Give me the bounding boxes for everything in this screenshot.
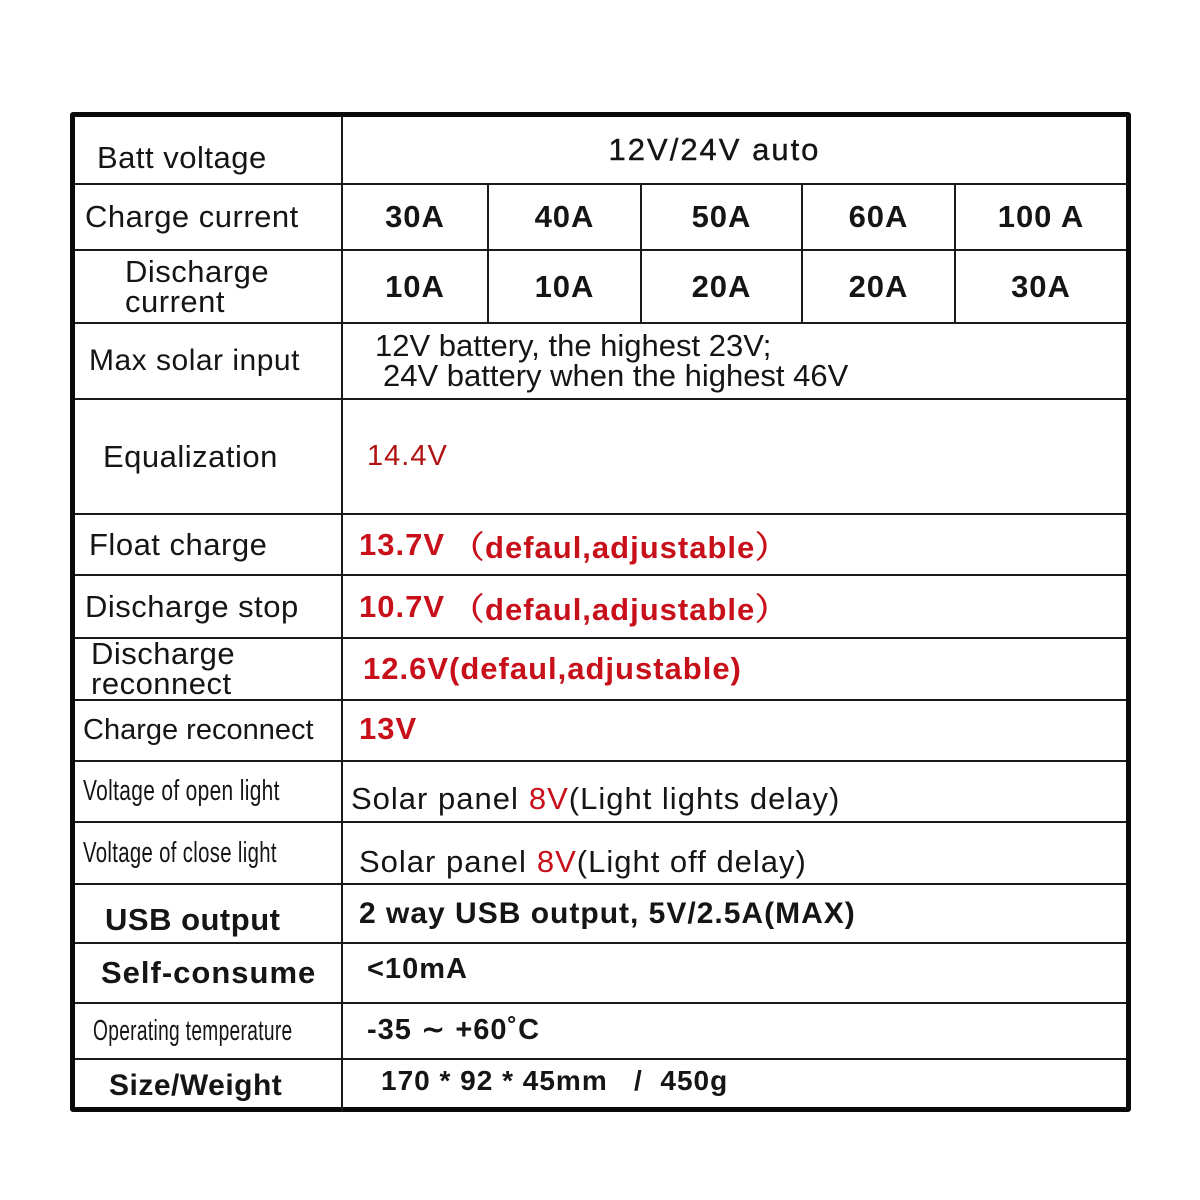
row-batt-voltage: [75, 117, 1126, 185]
value-note: （defaul,adjustable）: [453, 592, 788, 627]
value-voltage-open-light: [343, 762, 1126, 821]
cell-text: 10A: [534, 268, 595, 304]
label-text: Charge current: [85, 199, 299, 234]
value-line-2: 24V battery when the highest 46V: [383, 358, 849, 393]
label-text: Size/Weight: [109, 1069, 283, 1102]
value-float-charge: [343, 515, 1126, 574]
discharge-current-cell-2: [489, 251, 642, 322]
cell-text: 100 A: [997, 199, 1085, 234]
discharge-current-cell-3: [642, 251, 803, 322]
label-charge-reconnect: [75, 701, 343, 760]
label-text: Charge reconnect: [83, 714, 314, 746]
value-discharge-stop: [343, 576, 1126, 637]
label-float-charge: [75, 515, 343, 574]
label-line-1: Discharge: [91, 639, 236, 671]
value-discharge-reconnect: [343, 639, 1126, 699]
label-self-consume: [75, 944, 343, 1002]
label-discharge-reconnect: [75, 639, 343, 699]
label-batt-voltage: [75, 117, 343, 183]
value-line-1: 12V battery, the highest 23V;: [375, 328, 772, 363]
value-voltage: 13.7V: [359, 526, 446, 562]
label-usb-output: [75, 885, 343, 942]
value-suffix: (Light off delay): [576, 844, 807, 879]
row-usb-output: [75, 885, 1126, 944]
row-voltage-open-light: [75, 762, 1126, 823]
row-float-charge: [75, 515, 1126, 576]
label-voltage-close-light: [75, 823, 343, 883]
discharge-current-cell-5: [956, 251, 1126, 322]
label-text: Equalization: [103, 438, 278, 474]
value-text: 2 way USB output, 5V/2.5A(MAX): [359, 896, 856, 930]
label-size-weight: [75, 1060, 343, 1112]
label-operating-temperature: [75, 1004, 343, 1058]
value-text: -35 ∼ +60˚C: [367, 1013, 541, 1046]
value-text: 13V: [359, 711, 418, 746]
label-discharge-stop: [75, 576, 343, 637]
value-highlight: 8V: [528, 780, 569, 816]
label-text: Discharge stop: [85, 588, 299, 624]
cell-text: 40A: [534, 199, 595, 234]
value-text: 170 * 92 * 45mm / 450g: [381, 1065, 729, 1096]
value-usb-output: [343, 885, 1126, 942]
value-voltage-close-light: [343, 823, 1126, 883]
label-line-2: current: [125, 283, 225, 319]
discharge-current-cell-4: [803, 251, 956, 322]
label-equalization: [75, 400, 343, 513]
label-text: Operating temperature: [93, 1014, 293, 1047]
spec-table: [70, 112, 1131, 1112]
value-prefix: Solar panel: [351, 780, 519, 816]
charge-current-60a: [803, 185, 956, 249]
row-self-consume: [75, 944, 1126, 1004]
row-operating-temperature: [75, 1004, 1126, 1060]
cell-text: 50A: [691, 199, 752, 234]
value-charge-reconnect: [343, 701, 1126, 760]
row-discharge-current: [75, 251, 1126, 324]
label-text: USB output: [105, 901, 281, 937]
cell-text: 30A: [1011, 268, 1071, 304]
value-max-solar-input: [343, 324, 1126, 398]
row-equalization: [75, 400, 1126, 515]
value-note: （defaul,adjustable）: [453, 530, 788, 565]
value-text: 12.6V(defaul,adjustable): [363, 651, 742, 686]
label-voltage-open-light: [75, 762, 343, 821]
label-max-solar-input: [75, 324, 343, 398]
label-line-2: reconnect: [91, 666, 232, 699]
value-size-weight: [343, 1060, 1126, 1112]
label-text: Batt voltage: [97, 140, 267, 175]
row-charge-current: [75, 185, 1126, 251]
label-charge-current: [75, 185, 343, 249]
label-line-1: Discharge: [125, 253, 270, 289]
value-self-consume: [343, 944, 1126, 1002]
value-operating-temperature: [343, 1004, 1126, 1058]
value-highlight: 8V: [536, 844, 577, 879]
value-suffix: (Light lights delay): [568, 780, 841, 816]
label-text: Float charge: [89, 526, 268, 562]
value-equalization: [343, 400, 1126, 513]
charge-current-40a: [489, 185, 642, 249]
cell-text: 20A: [691, 268, 752, 304]
value-prefix: Solar panel: [359, 844, 527, 879]
value-batt-voltage: [343, 117, 1126, 183]
row-charge-reconnect: [75, 701, 1126, 762]
value-voltage: 10.7V: [359, 588, 446, 624]
row-discharge-stop: [75, 576, 1126, 639]
row-max-solar-input: [75, 324, 1126, 400]
cell-text: 10A: [385, 268, 445, 304]
value-text: <10mA: [367, 952, 468, 985]
cell-text: 30A: [385, 199, 445, 234]
charge-current-100a: [956, 185, 1126, 249]
label-text: Self-consume: [101, 955, 317, 990]
value-text: 12V/24V auto: [608, 132, 821, 167]
value-text: 14.4V: [367, 440, 448, 472]
row-size-weight: [75, 1060, 1126, 1112]
row-discharge-reconnect: [75, 639, 1126, 701]
label-text: Max solar input: [89, 344, 300, 377]
charge-current-30a: [343, 185, 489, 249]
label-text: Voltage of close light: [83, 836, 277, 869]
charge-current-50a: [642, 185, 803, 249]
label-text: Voltage of open light: [83, 775, 280, 807]
label-discharge-current: [75, 251, 343, 322]
cell-text: 60A: [848, 199, 909, 234]
discharge-current-cell-1: [343, 251, 489, 322]
cell-text: 20A: [848, 268, 909, 304]
row-voltage-close-light: [75, 823, 1126, 885]
